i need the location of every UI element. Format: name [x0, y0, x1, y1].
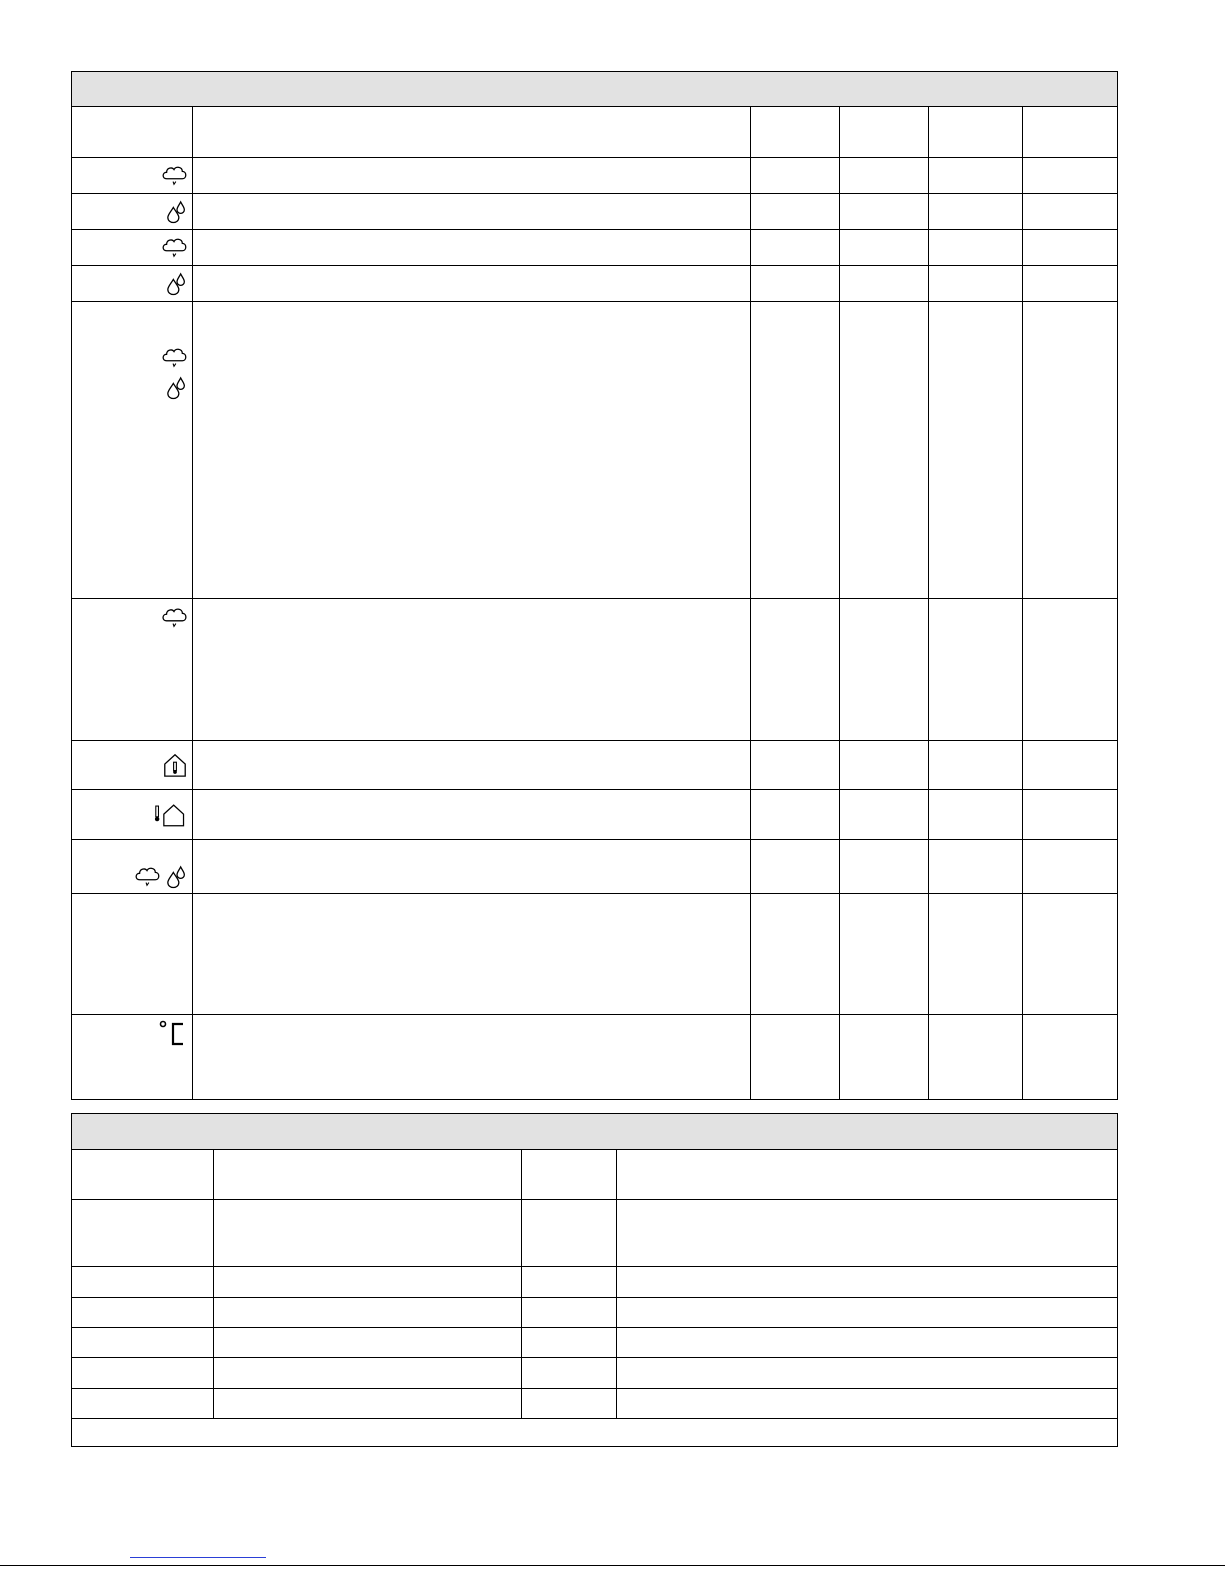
table-cell [1023, 302, 1118, 599]
column-header [840, 107, 929, 158]
table-footer-row [72, 1419, 1118, 1447]
table-cell [1023, 599, 1118, 741]
icon-cell [72, 599, 193, 741]
column-header [72, 1150, 214, 1200]
icon-cell [72, 840, 193, 894]
table-cell [840, 194, 929, 230]
table-cell [522, 1389, 617, 1419]
table-cell [1023, 741, 1118, 790]
icon-cell [72, 266, 193, 302]
table-cell [840, 741, 929, 790]
table-cell [929, 599, 1023, 741]
icon-cell [72, 230, 193, 266]
table-cell [751, 230, 840, 266]
table-title [72, 72, 1118, 107]
column-header [72, 107, 193, 158]
table-cell [522, 1200, 617, 1267]
table-cell [929, 741, 1023, 790]
table-cell [751, 894, 840, 1015]
table-cell [617, 1389, 1118, 1419]
table-cell [193, 894, 751, 1015]
table-row [72, 894, 1118, 1015]
outdoor-temperature-icon [154, 802, 188, 828]
column-header [751, 107, 840, 158]
table-cell [929, 158, 1023, 194]
table-cell [751, 266, 840, 302]
rain-cloud-icon [160, 236, 188, 260]
table-cell [929, 894, 1023, 1015]
table-cell [522, 1298, 617, 1328]
table-cell [929, 194, 1023, 230]
rain-cloud-icon [160, 346, 188, 370]
rain-cloud-icon [160, 164, 188, 188]
table-cell [840, 840, 929, 894]
table-row [72, 840, 1118, 894]
column-header [929, 107, 1023, 158]
page-bottom-rule [0, 1565, 1225, 1566]
water-drops-icon [166, 272, 188, 296]
indoor-temperature-icon [162, 752, 188, 778]
table-cell [72, 894, 193, 1015]
table-cell [1023, 158, 1118, 194]
table-row [72, 1389, 1118, 1419]
icon-cell [72, 790, 193, 840]
table-cell [929, 266, 1023, 302]
table-cell [1023, 790, 1118, 840]
table-cell [617, 1328, 1118, 1358]
table-cell [929, 230, 1023, 266]
table-cell [522, 1358, 617, 1389]
column-header [214, 1150, 522, 1200]
table-cell [193, 194, 751, 230]
water-drops-icon [166, 376, 188, 400]
table-cell [193, 1015, 751, 1100]
icon-cell [72, 194, 193, 230]
table-cell [193, 599, 751, 741]
table-cell [214, 1267, 522, 1298]
table-cell [214, 1358, 522, 1389]
table-row [72, 230, 1118, 266]
table-cell [72, 1389, 214, 1419]
table-cell [840, 302, 929, 599]
table-cell [929, 1015, 1023, 1100]
table-cell [193, 741, 751, 790]
table-cell [193, 790, 751, 840]
table-cell [840, 790, 929, 840]
specification-table [71, 71, 1118, 1100]
table-cell [214, 1389, 522, 1419]
icon-cell [72, 741, 193, 790]
table-cell [617, 1298, 1118, 1328]
table-cell [840, 894, 929, 1015]
table-cell [1023, 230, 1118, 266]
table-cell [193, 840, 751, 894]
degree-celsius-icon [158, 1019, 188, 1049]
table-cell [751, 1015, 840, 1100]
table-cell [751, 194, 840, 230]
table-row [72, 790, 1118, 840]
table-cell [1023, 894, 1118, 1015]
table-row [72, 302, 1118, 599]
column-header-row [72, 1150, 1118, 1200]
table-cell [751, 599, 840, 741]
table-cell [751, 158, 840, 194]
table-cell [522, 1328, 617, 1358]
table-cell [840, 158, 929, 194]
table-row [72, 1200, 1118, 1267]
table-cell [522, 1267, 617, 1298]
table-row [72, 266, 1118, 302]
table-cell [929, 840, 1023, 894]
table-cell [72, 1328, 214, 1358]
table-footer [72, 1419, 1118, 1447]
table-row [72, 1298, 1118, 1328]
table-cell [840, 599, 929, 741]
table-cell [72, 1298, 214, 1328]
table-cell [617, 1358, 1118, 1389]
icon-cell [72, 1015, 193, 1100]
table-row [72, 1267, 1118, 1298]
table-cell [751, 840, 840, 894]
rain-cloud-icon [132, 865, 162, 889]
table-cell [751, 302, 840, 599]
table-cell [72, 1267, 214, 1298]
table-cell [617, 1200, 1118, 1267]
rain-cloud-icon [160, 605, 188, 631]
table-cell [193, 158, 751, 194]
column-header-row [72, 107, 1118, 158]
icon-cell [72, 158, 193, 194]
table-cell [1023, 266, 1118, 302]
table-cell [840, 230, 929, 266]
table-row [72, 1358, 1118, 1389]
table-row [72, 1015, 1118, 1100]
table-title [72, 1114, 1118, 1150]
table-cell [1023, 194, 1118, 230]
table-cell [214, 1298, 522, 1328]
icon-cell [72, 302, 193, 599]
table-cell [214, 1200, 522, 1267]
secondary-table [71, 1113, 1118, 1447]
column-header [617, 1150, 1118, 1200]
table-cell [751, 790, 840, 840]
table-cell [840, 1015, 929, 1100]
table-cell [214, 1328, 522, 1358]
table-cell [193, 266, 751, 302]
water-drops-icon [166, 200, 188, 224]
table-cell [1023, 840, 1118, 894]
table-cell [72, 1358, 214, 1389]
column-header [522, 1150, 617, 1200]
footer-link-underline[interactable] [130, 1557, 266, 1558]
table-row [72, 599, 1118, 741]
column-header [193, 107, 751, 158]
table-cell [1023, 1015, 1118, 1100]
table-cell [193, 230, 751, 266]
table-cell [72, 1200, 214, 1267]
table-row [72, 158, 1118, 194]
table-cell [617, 1267, 1118, 1298]
table-row [72, 741, 1118, 790]
table-cell [840, 266, 929, 302]
table-cell [751, 741, 840, 790]
table-cell [929, 302, 1023, 599]
table-row [72, 1328, 1118, 1358]
table-row [72, 194, 1118, 230]
table-cell [929, 790, 1023, 840]
table-cell [193, 302, 751, 599]
water-drops-icon [166, 865, 188, 889]
column-header [1023, 107, 1118, 158]
